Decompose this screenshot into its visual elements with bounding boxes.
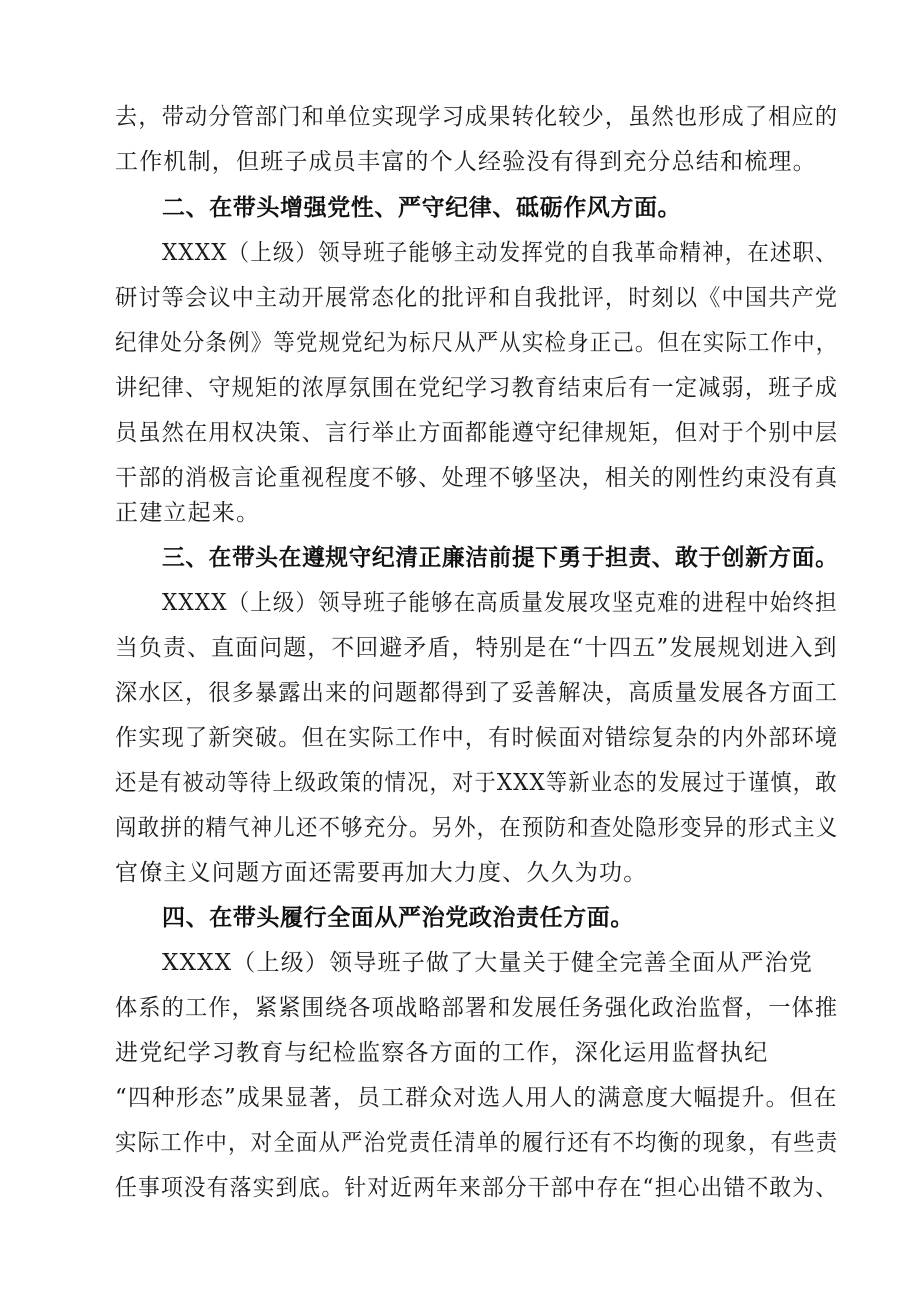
body-text-line: 工作机制，但班子成员丰富的个人经验没有得到充分总结和梳理。 (115, 149, 817, 175)
body-text-line: 纪律处分条例》等党规党纪为标尺从严从实检身正己。但在实际工作中， (115, 330, 839, 356)
section-heading-4: 四、在带头履行全面从严治党政治责任方面。 (162, 905, 634, 931)
paragraph-first-line: XXXX（上级）领导班子能够主动发挥党的自我革命精神，在述职、 (162, 240, 838, 266)
body-text-line: 实际工作中，对全面从严治党责任清单的履行还有不均衡的现象，有些责 (115, 1130, 839, 1156)
body-text-line: 正建立起来。 (115, 500, 261, 526)
body-text-line: 闯敢拼的精气神儿还不够充分。另外，在预防和查处隐形变异的形式主义 (115, 815, 839, 841)
body-text-line: 还是有被动等待上级政策的情况，对于XXX等新业态的发展过于谨慎，敢 (115, 770, 838, 796)
section-heading-3: 三、在带头在遵规守纪清正廉洁前提下勇于担责、敢于创新方面。 (162, 545, 839, 571)
body-text-line: 体系的工作，紧紧围绕各项战略部署和发展任务强化政治监督，一体推 (115, 995, 839, 1021)
body-text-line: 进党纪学习教育与纪检监察各方面的工作，深化运用监督执纪 (115, 1040, 769, 1066)
body-text-line: 官僚主义问题方面还需要再加大力度、久久为功。 (115, 860, 648, 886)
body-text-line: 研讨等会议中主动开展常态化的批评和自我批评，时刻以《中国共产党 (115, 285, 839, 311)
body-text-line: 去，带动分管部门和单位实现学习成果转化较少，虽然也形成了相应的 (115, 104, 839, 130)
body-text-line: 干部的消极言论重视程度不够、处理不够坚决，相关的刚性约束没有真 (115, 465, 839, 491)
body-text-line: 员虽然在用权决策、言行举止方面都能遵守纪律规矩，但对于个别中层 (115, 420, 839, 446)
body-text-line: 当负责、直面问题，不回避矛盾，特别是在“十四五”发展规划进入到 (115, 635, 838, 661)
body-text-line: 讲纪律、守规矩的浓厚氛围在党纪学习教育结束后有一定减弱，班子成 (115, 375, 839, 401)
body-text-line: 作实现了新突破。但在实际工作中，有时候面对错综复杂的内外部环境 (115, 725, 839, 751)
body-text-line: 任事项没有落实到底。针对近两年来部分干部中存在“担心出错不敢为、 (115, 1175, 839, 1201)
paragraph-first-line: XXXX（上级）领导班子做了大量关于健全完善全面从严治党 (162, 950, 814, 976)
section-heading-2: 二、在带头增强党性、严守纪律、砥砺作风方面。 (162, 195, 682, 221)
paragraph-first-line: XXXX（上级）领导班子能够在高质量发展攻坚克难的进程中始终担 (162, 590, 838, 616)
body-text-line: 深水区，很多暴露出来的问题都得到了妥善解决，高质量发展各方面工 (115, 680, 839, 706)
body-text-line: “四种形态”成果显著，员工群众对选人用人的满意度大幅提升。但在 (115, 1085, 838, 1111)
